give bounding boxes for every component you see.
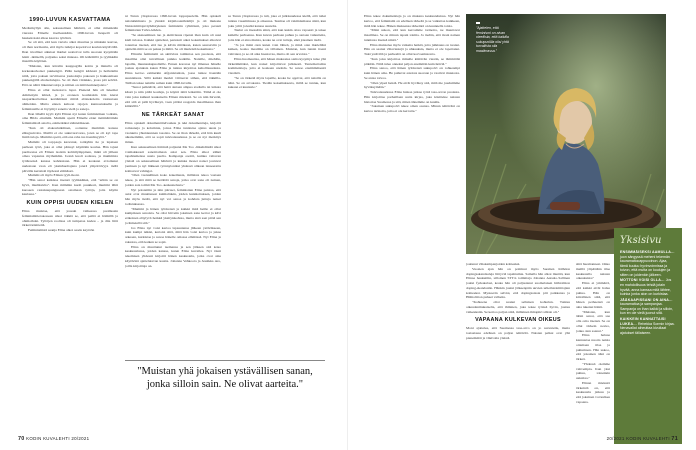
body-paragraph: Ihan lähellä kyyti kylä Elinan nyt kuten feministinen voikutu, oma Hilda -mummi. Mummi opetti Elinalle elokt tietämättämän feminismistä aatolta, esimerkiksi sääntetäkseen.	[22, 111, 118, 125]
paragraph-group	[576, 262, 610, 405]
body-paragraph: joutunut vihakampanjoiden kohteeksi.	[466, 262, 521, 266]
photo-quote-text: "Ajattelen, että feminismi on aivan oleellista, että kaikilla sukupuolilla olisi yhtä turvallista olla maailmassa."	[476, 26, 509, 53]
body-paragraph: Nyt poistettiin ja niin piirteet, feministien Elina paistaa, että asiat ovat muuttuneet kulmaltakin, joiden kunnioituksen, joiden hän myös tietää, että nyt voi sanoa ja kohdata juttuja naiset todistuksessa.	[125, 187, 221, 206]
body-paragraph: "Minä uskon, että kun kerromme tarinoita, ne muuttavat maailmaa. Se on minun tapani toimia. Ja tiedän, että moni nainen tunnistaa itsensä niistä."	[364, 28, 460, 42]
sidebar-box	[614, 228, 682, 444]
page-number: 70	[18, 436, 25, 442]
body-paragraph: "Se on tärkeää myös lapsille, koska he oppivat, että naisilla on ääni. Se on arvokasta. Tiedän kokemuksesta, miltä se tuntuu, kun kukaan ei kuuntele."	[228, 75, 326, 90]
sidebar-item	[620, 250, 676, 277]
pull-quote	[125, 360, 325, 391]
body-paragraph: Jos Elina nyt voisi kertoa lapsuutensa jälkeen ystäväkseen, kuin kumpi näkisi, kertoisi siitä, mitä hän voisi kertoa ja jakaa arkeaan, kurkistaa ja sanoa hänelle omassa elämässä. Nyt Elina ja rakastaa, että kaiken se sopii.	[125, 225, 221, 244]
body-paragraph: Kun seksuaalinen häirintä paljastui Me Too -liikehdintää alkoi voimakkaasti sanoittamaan asiat sen. Elina alkoi sähkö tapahtumeissa uusia puolia. Kampanja osoitti, kuinka valtavan yleistä on seksuaalinen häirintä ja kuinka monet naiset joutuvat jaamaan ja nyt liikkeen työnnytoniksi yhdessä olikaan lanseerattu kohtaavat vahingot.	[125, 144, 221, 173]
body-paragraph: Elina on muuttunut teemansa ja sen jälkeen sitä koko keskustelussa, joiden kanssa, kuten Elina kuvailee. Nyt tässä tekemisen yhdessä kirjoitti hänen keskustelu, jotka ovat aina käytävinä ajattelutavan kautta. Johanna Vehkoota ja Jessikka Aro, joilla kirjoittaja on.	[125, 244, 221, 268]
body-paragraph: "Kohteena olisi saanut sellaisen kohtelun. Tuntuu oikeudenmukaiselta, että ihminen, joka tekee työnsä hyvin, joutuu vaikeuksiin. Se kertoo paljon siitä, millainen ilmapiiri silloin oli."	[466, 300, 570, 314]
sidebar-item	[620, 317, 676, 335]
sidebar-item	[620, 278, 676, 296]
body-paragraph: Elinalle feminismi on aktiivista toimintaa sen puolesta, että maailma olisi turvallinen paikka kaikille. Naisille, miehille, lapsille, muunsukupuolisille. Ennen koronaa nyt ilmenee hänelle joskus ajatuksia kuten Elina ja tuntuu kirjoittaa kehollisuudesta. Elina kertoo esimerkin Afganistanista, jossa tuntee itsenään suunnitusta. Sillä kaikki merkit viittaavat siihen, että täkkilla-Taliban tekee naisille saman kuin 1990-luvulla.	[125, 52, 221, 85]
right-page	[348, 0, 696, 450]
body-paragraph: "Ja jos minä olen kuten voin lähteä, ja minä otan mielelläni kaiken, koska maailma on tällainen. Muistan, kun tunsin itseni vahvaksi, ja se oli aika haastavaa, mutta oli sen arvoista."	[228, 42, 326, 56]
pull-quote-text: "Muistan yhä jokaisen ystävällisen sanan, jonka silloin sain. Ne olivat aarteita."	[137, 366, 313, 390]
sidebar-title: Yksisivu	[620, 235, 662, 246]
paragraph-group	[125, 121, 221, 268]
paragraph-group	[228, 14, 326, 90]
body-paragraph: Elina sanoo, että hänen tyttärensä sukupolvi on rohkeampi kuin hänen oma. He puhuvat asioista suoraan ja vaativat muutosta. Se antaa toivoa.	[364, 66, 460, 80]
sidebar-body	[620, 250, 676, 335]
body-paragraph: Elina muistelee myös vaikeita hetkiä, joita julkisuus on tuonut. Hän on saanut vihaviestejä ja uhkauksia, mutta ei ole lopettanut. Tuki ystäviltä ja perheeltä on ollut korvaamatonta.	[364, 42, 460, 56]
body-paragraph: "Muistan, kun kävelin kauppagilla koittu ja minulla oli korkeakorkoiset puukengät. Pidin kengät kädessä ja heiluttelin niitä, jotta paksen tarvitisarsa joukottajia pakosen ja hakkaamaan puukengällä aholuolulepta. Se oli ihan viidakko, jossa piti selvitä. Että on näitä liikennevaloja ja niitten on näitä kuinnetjoista."	[22, 64, 118, 87]
sidebar-item-label: JÄÄKAAPISSANI ON AINA...	[620, 297, 673, 302]
body-paragraph: "Mummi ja hänen tyttärensä ja kaikki mitä heille ei ollut kumpikaan sanoista. Se olisi hirveän jokainen sana kertoi ja kävi erikoinen eläytyvä herkkä yksityiskohtaa, mutta sinä saat pitää sen ja ihmetellä sitä."	[125, 206, 221, 225]
body-paragraph: "Kun oli alakouluikäinen, oottenne mummin kanssa ehlugasivoita. Meillä ei ole sukuvaravarsa, joten se oli kyt tapa lisätä tuloja. Mummi opetti, että ena raha tus itsenäisyyttä."	[22, 125, 118, 140]
body-paragraph: Vuosien ajan hän on pohtinut myös Suomen hälhdon dopingsakandaaleja liittyviä tapahtumia. Samalla hän alkoi miettiä, kun Elinaa haukuttiin, silloinen STT:n toimittaja Johanna Aatsalo-Sallinen joutui fyrkakalasi, koska hän oli paljastanut suomalaisen hiihtoliiton doping-skandaalin. Hänkin joutui jälkeenpäin uuvien urheilutoimittajien kohteeksi. Mysteerin selvisi, että dopingasiasta piti paikkansa ja Hiihtoliiton puheet valheita.	[466, 266, 570, 300]
paragraph-group	[364, 14, 460, 114]
body-paragraph: Elina huomauttaa, että hänen mukaansa sama kysymys tulee yhä tärkeämmäksi, kun naiset kirjoittavat julkisesti. Tuntemattomia kommentteja, joita ei koskaan unohda. Se sanoo ensimmäisestä viestistä.	[228, 56, 326, 75]
paragraph-group	[125, 14, 221, 109]
body-paragraph: "Yhdessä olemme vahvempia. Kun yksi puhuu, toinenkin uskaltaa."	[576, 361, 610, 380]
paragraph-group	[466, 262, 570, 314]
sidebar-item	[620, 298, 676, 316]
body-paragraph: Elina haluaa kannustaa nuoria naisia ottamaan tilaa ja puhumaan. Hän uskoo, että jokainen ääni on tärkeä.	[576, 333, 610, 361]
body-paragraph: "Se akateeminen tuo ja aktiivisuus ripensi ihan kuin oli uusi kieli tulossa. Kaikki ajattelusi, perusteit aikoi kokemuksei alkoivat toteuttaa itsensä, että tuo ja kävin mitäkaan, kuten seuraaviin ja ajattelin mitä se on pakua ja miltä. Se oli mieleistä kokemusta."	[125, 33, 221, 52]
body-paragraph: "Kun joku kirjoittaa minulle kiittävän viestin, se lämmittää pitkään. Niitä tulee onneksi paljon enemmän kuin ikäviä."	[364, 56, 460, 66]
folio	[18, 436, 89, 442]
right-column-3	[576, 262, 610, 422]
body-paragraph: Se oli sitä, että kun vartalo alkoi muuttua ja niinkuin kasvaa, oli ihan normaalia, että myös tutkijat kopeloivat koulun käytävällä. Ihan tavalliset aikuiset miehet saattoivat tulla suoraan kysymään leinit -ikäisellä, paljonko seksi maksaa. Oli käärmillä ja tyylikkäin mustilla käyttäen.	[22, 40, 118, 64]
body-paragraph: ni Turun yliopistossa 1990-luvun loppupuolella. Hän opiskeli naistutkimusta ja ylenkit kirjailoaanihdelijä ja oli mukana Naistoimittajaviyhdistyksien feministin ryhmässä, joka perusti feministien Tulva-lehden.	[125, 14, 221, 33]
sidebar-item-text: kauramaitoa ja sampanjaa. Sampanja on ihan kaikki ja silloin, kun en ole vielä juonut sitä.	[620, 302, 674, 316]
page-number: 71	[671, 436, 678, 442]
body-paragraph: Moni ajattelee, että Suomessa tasa-arvo on jo saavutettu, mutta tosiasiassa edelleen on paljon tehtävää. Naisten palkat ovat yhä pienemmät ja väkivalta yleistä.	[466, 326, 570, 340]
divider	[125, 360, 325, 361]
body-paragraph: "Olen vastuullinen koko kokemusta, millaista tekoa vastaan tekee, ja sitä mitä se herättää sanoja, jotka ovat sana oli nainen, joiden asia toimii Me Too -keskustelusta."	[125, 173, 221, 187]
body-paragraph: Elinan mielestä tärkeintä on, että keskustelu jatkuu ja että jokainen voi kulkea vapaana.	[576, 380, 610, 404]
body-paragraph: "Jokainen sukupolvi tekee oman osansa. Minun tehtäväni on kertoa tarinoita, joita ei ole kerrottu."	[364, 104, 460, 113]
left-column-3	[228, 14, 326, 354]
body-paragraph: Mummi oli torppaaja kasvanut, rotikyhin tie ja lapsisen perheen tyttö, joka ei ollut päässyt käymään koulua. Hän tajusi puolisonsa eli Elinan isoisän kolmilymppinen, mikä oli jälleen omaa vapautus mytheikäin. Isoisä kuoli sodassa, ja mummista tyttäreensä kanssa kahdestaan. Hän ei koskaan avioitunut uudestaan vaan eli yksinhuoltajana jaterä ympäröivyys tiellä päivälle kertaisiä täydessä elämässä.	[22, 140, 118, 173]
sidebar-item-label: MOTTONI VOISI OLLA...	[620, 278, 666, 283]
body-paragraph: Elina ei ymmärrä, että kaikki eivät halua puhua. Hän on kiitollinen siitä, että hänen perheensä on aina tukenut häntä.	[576, 281, 610, 309]
section-heading: KUIN OPPISI UUDEN KIELEN	[26, 200, 114, 206]
paragraph-group	[22, 26, 118, 197]
right-column-2	[466, 262, 570, 427]
body-paragraph: sa Turun yliopistossa ja tuli, joka ei julkisuudessa kiellä, että tuhat tuntuu vasemmassa ja oikeassa. Teemaa oli vakiintumassa siinä, kun joku yritti ja kulki kanssa suurelta.	[228, 14, 326, 28]
folio-text: KODIN KUVALEHTI 20/2021	[26, 436, 90, 441]
sidebar-item-text: juon sängyssä meheni tekemän kaurama​itocappuccinon. Ajaa, tämä kuuluu hyvinvoinnissa ja toivon, että mutta on koulujen ja sitten on joidenkin jälkeen.	[620, 254, 671, 277]
body-paragraph: Mediamyllyn alle, seksuaalinen häirintä, ei ollut mitenkään vierasta Elinalle itselleenkään. 1990-luvun lteupeilt oli haukeiroiaki alkaa kaavaa tyttöinä.	[22, 26, 118, 40]
body-paragraph: Mummi oli myös Elinan tyyli-ikoni.	[28, 173, 80, 178]
sidebar-item-label: KAIKKEIN KANNATTAISI LUKEA...	[620, 317, 666, 326]
body-paragraph: Elina opiskeli dokumenttitelvaaksu ja teki dokumentteja, kirjoitti romaaneja ja kolumnia, joissa Elina tunnistaa ajatus uusia ja vastuutta yhteiskunnan tasoista. Se on ihan tärkeää, että hän kuuli aikaisemmin, että se sopii tulevaisuudessa ja se on nyt merkitys miten.	[125, 121, 221, 144]
section-heading: NE TÄRKEÄT SANAT	[141, 112, 205, 118]
body-paragraph: Elina tekee dokumentteja ja on mukana keskusteluissa. Nyt hän kertoo, että feminismi on edelleen tärkeää ja se vaikuttaa kaikkeen, mitä hän tekee. Hänen mukaansa tärkeintä on kuunnella toisia.	[364, 14, 460, 28]
body-paragraph: siitä huomanneet. Onko meillä ylipäätään tilaa keskustella naisten oikeuksista?	[576, 262, 610, 281]
folio-text: 20/2021 KODIN KUVALEHTI	[606, 436, 670, 441]
sidebar-item-label: ENSIMMÄISEKSI AAMULLA...	[620, 250, 675, 254]
body-paragraph: "Olen ylpeä heistä. He eivät hyväksy sitä, mitä me jouduimme hyväksymään."	[364, 80, 460, 90]
body-paragraph: "Hän sanoi kaikissa itsensä tyylikkäiksi, että "erhän se on hyvä, mielikuvita". Kun mimmin kuoli puukkari, mummi lähti kuoseen rastakaupungusaan ostamaan tyttöja, joita käytin kaulassa."	[22, 178, 118, 197]
left-column-2	[125, 14, 221, 354]
sidebar-item-text: Jos en mahdollisuus tehdä jotain hyvää, anna kanssa mitä lähtee, kuinka jonka aion on kurkistaa.	[620, 278, 672, 297]
body-paragraph: Elina muistaa, että jossain vaiheessa puolikasin feminismitietokoneen alkoi tökkiä se, että peiliä ei hämällä ja ohimoihdet. Tyttöjen roolissa oli tumpataa kadeu – ja diia liitti tärkeä käsitteitä.	[22, 209, 118, 228]
section-heading: 1990-LUVUN KASVATTAMA	[29, 17, 111, 23]
folio	[607, 436, 678, 442]
body-paragraph: Elina ei ollut tiedostava lapsi. Pienenä hän oli lukemat Ammenyin lehteä, ja ja eroneen koulutakin hän kiersi naapurikorttelissa keräämässä mitää elästekoleita vastuutaan alimeiden. Mutta ennen kehoon rajojen kunnostukselle ja feministeille ei löytymyt saneita vielä ja sanoja.	[22, 87, 118, 111]
body-paragraph: "Sunot pelkäävät, että heitä aletaan ampua stadialla tai leikata kässä ja niin pitää kouluja, ja käynti niitä leikattiin. Tämä ei ole vain joku kulkuri kaukaiselta Elinan mielestä. Se on niin hirveää, että sitä ei pidä hyväksyä, vaan pitäisi reagoida maailmassa ihan kiintiöllä."	[125, 85, 221, 109]
body-paragraph: Feminismistä saanja Elina alkoi saada kaytöön	[28, 228, 95, 232]
paragraph-group	[22, 209, 118, 233]
body-paragraph: "Muistan, kun äitini sanoi, että saa olla oma itsensä. Se on ollut tärkein neuvo, jonka olen saanut."	[576, 309, 610, 333]
left-column-1	[22, 14, 118, 382]
body-paragraph: Tulevaisuudessa Elina haluaa jatkaa työtä tasa-arvon puolesta. Hän kirjoittaa parhaillaan uutta kirjaa, joka käsittelee naisten historiaa Suomessa ja sitä, miten äänemme on kuultu.	[364, 90, 460, 104]
body-paragraph: Taulut on itsessään siinä, että kun kukin ottaa vapaasti ja tekee kaikille parhaansa. Kun kuvan parhaan puhuu ja otetaan vaikutteita, joita hän ei aina muista, koska ne ovat tuttuja, eikä jokainen tiedä.	[228, 28, 326, 42]
paragraph-group	[466, 326, 570, 340]
right-column-1	[364, 14, 460, 434]
section-heading: VAPAANA KULKEVAN OIKEUS	[475, 317, 561, 324]
sidebar-item-text: Rebekka Sormin kirjaa. Nenavallat aiheuttaa kivuliaat ajatukset tällaiseen.	[620, 321, 675, 335]
quote-marker	[476, 22, 480, 24]
photo-quote	[476, 22, 510, 54]
